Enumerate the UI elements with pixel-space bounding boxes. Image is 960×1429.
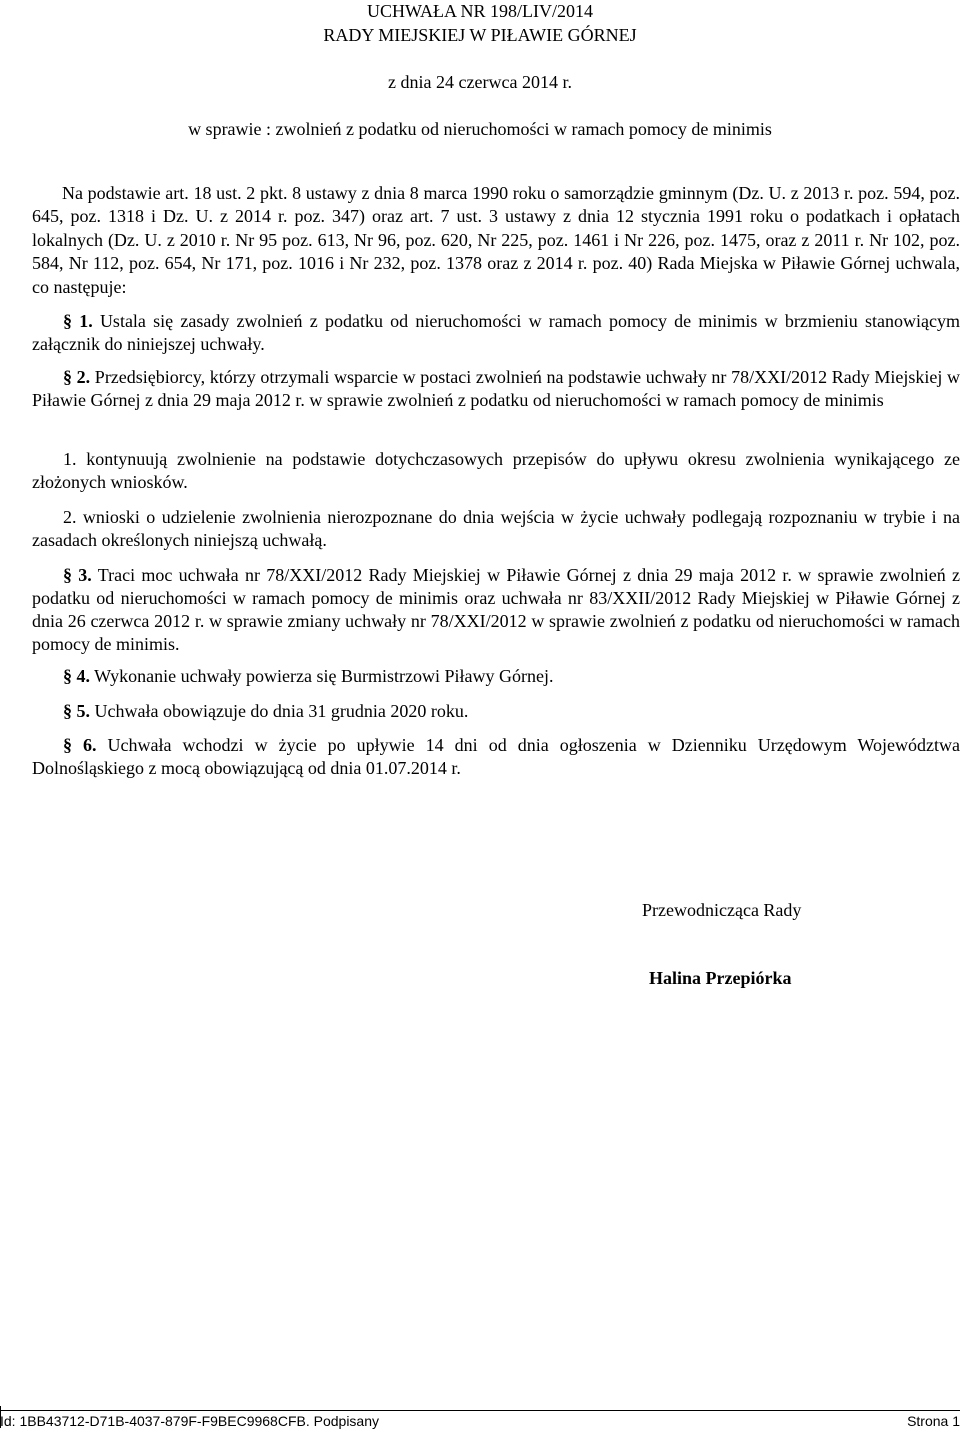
section-sign: §	[63, 311, 72, 331]
section-sign: §	[63, 367, 72, 387]
paragraph-6	[32, 734, 960, 780]
paragraph-text: Ustala się zasady zwolnień z podatku od nieruchomości w ramach pomocy de minimis w brzmieniu stanowiącym załącznik do niniejszej uchwały.	[32, 311, 960, 354]
resolution-date: z dnia 24 czerwca 2014 r.	[388, 72, 572, 92]
paragraph-2	[32, 366, 960, 412]
footer-page-number: Strona 1	[907, 1413, 960, 1429]
paragraph-2-item-2	[32, 506, 960, 552]
footer-divider	[0, 1410, 960, 1411]
document-header	[0, 0, 960, 47]
resolution-title: UCHWAŁA NR 198/LIV/2014	[367, 1, 593, 21]
paragraph-number: 5.	[76, 701, 90, 721]
section-sign: §	[63, 666, 72, 686]
council-name: RADY MIEJSKIEJ W PIŁAWIE GÓRNEJ	[323, 25, 637, 45]
paragraph-number: 4.	[76, 666, 90, 686]
section-sign: §	[63, 735, 72, 755]
paragraph-text: Uchwała wchodzi w życie po upływie 14 dni od dnia ogłoszenia w Dzienniku Urzędowym Województwa Dolnośląskiego z mocą obowiązującą od dnia 01.07.2014 r.	[32, 735, 960, 778]
paragraph-5	[32, 700, 960, 723]
paragraph-number: 3.	[78, 565, 92, 585]
paragraph-1	[32, 310, 960, 356]
paragraph-text: Wykonanie uchwały powierza się Burmistrzowi Piławy Górnej.	[90, 666, 554, 686]
legal-basis-text: Na podstawie art. 18 ust. 2 pkt. 8 ustawy z dnia 8 marca 1990 roku o samorządzie gminnym (Dz. U. z 2013 r. poz. 594, poz. 645, poz. 1318 i Dz. U. z 2014 r. poz. 347) oraz art. 7 ust. 3 ustawy z dnia 12 stycznia 1991 roku o podatkach i opłatach lokalnych (Dz. U. z 2010 r. Nr 95 poz. 613, Nr 96, poz. 620, Nr 225, poz. 1461 i Nr 226, poz. 1475, oraz z 2011 r. Nr 102, poz. 584, Nr 112, poz. 654, Nr 171, poz. 1016 i Nr 232, poz. 1378 oraz z 2014 r. poz. 40) Rada Miejska w Piławie Górnej uchwala, co następuje:	[32, 183, 960, 297]
paragraph-text: Uchwała obowiązuje do dnia 31 grudnia 2020 roku.	[90, 701, 469, 721]
item-text: kontynuują zwolnienie na podstawie dotychczasowych przepisów do upływu okresu zwolnienia wynikającego ze złożonych wniosków.	[32, 449, 960, 492]
item-text: wnioski o udzielenie zwolnienia nierozpoznane do dnia wejścia w życie uchwały podlegają rozpoznaniu w trybie i na zasadach określonych niniejszą uchwałą.	[32, 507, 960, 550]
section-sign: §	[63, 565, 72, 585]
paragraph-number: 6.	[83, 735, 97, 755]
paragraph-number: 1.	[79, 311, 93, 331]
paragraph-text: Traci moc uchwała nr 78/XXI/2012 Rady Miejskiej w Piławie Górnej z dnia 29 maja 2012 r. w sprawie zwolnień z podatku od nieruchomości w ramach pomocy de minimis oraz uchwała nr 83/XXII/2012 Rady Miejskiej w Piławie Górnej z dnia 26 czerwca 2012 r. w sprawie zmiany uchwały nr 78/XXI/2012 w sprawie zwolnień z podatku od nieruchomości w ramach pomocy de minimis.	[32, 565, 960, 654]
section-sign: §	[63, 701, 72, 721]
footer-document-id: Id: 1BB43712-D71B-4037-879F-F9BEC9968CFB. Podpisany	[0, 1413, 379, 1429]
paragraph-3	[32, 564, 960, 656]
item-number: 2.	[63, 507, 77, 527]
paragraph-number: 2.	[76, 367, 91, 387]
paragraph-text: Przedsiębiorcy, którzy otrzymali wsparcie w postaci zwolnień na podstawie uchwały nr 78/XXI/2012 Rady Miejskiej w Piławie Górnej z dnia 29 maja 2012 r. w sprawie zwolnień z podatku od nieruchomości w ramach pomocy de minimis	[32, 367, 960, 410]
paragraph-4	[32, 665, 960, 688]
legal-basis	[32, 182, 960, 299]
signatory-role: Przewodnicząca Rady	[642, 900, 802, 920]
item-number: 1.	[63, 449, 77, 469]
resolution-subject: w sprawie : zwolnień z podatku od nieruchomości w ramach pomocy de minimis	[188, 119, 772, 139]
signatory-name: Halina Przepiórka	[649, 968, 792, 988]
paragraph-2-item-1	[32, 448, 960, 494]
